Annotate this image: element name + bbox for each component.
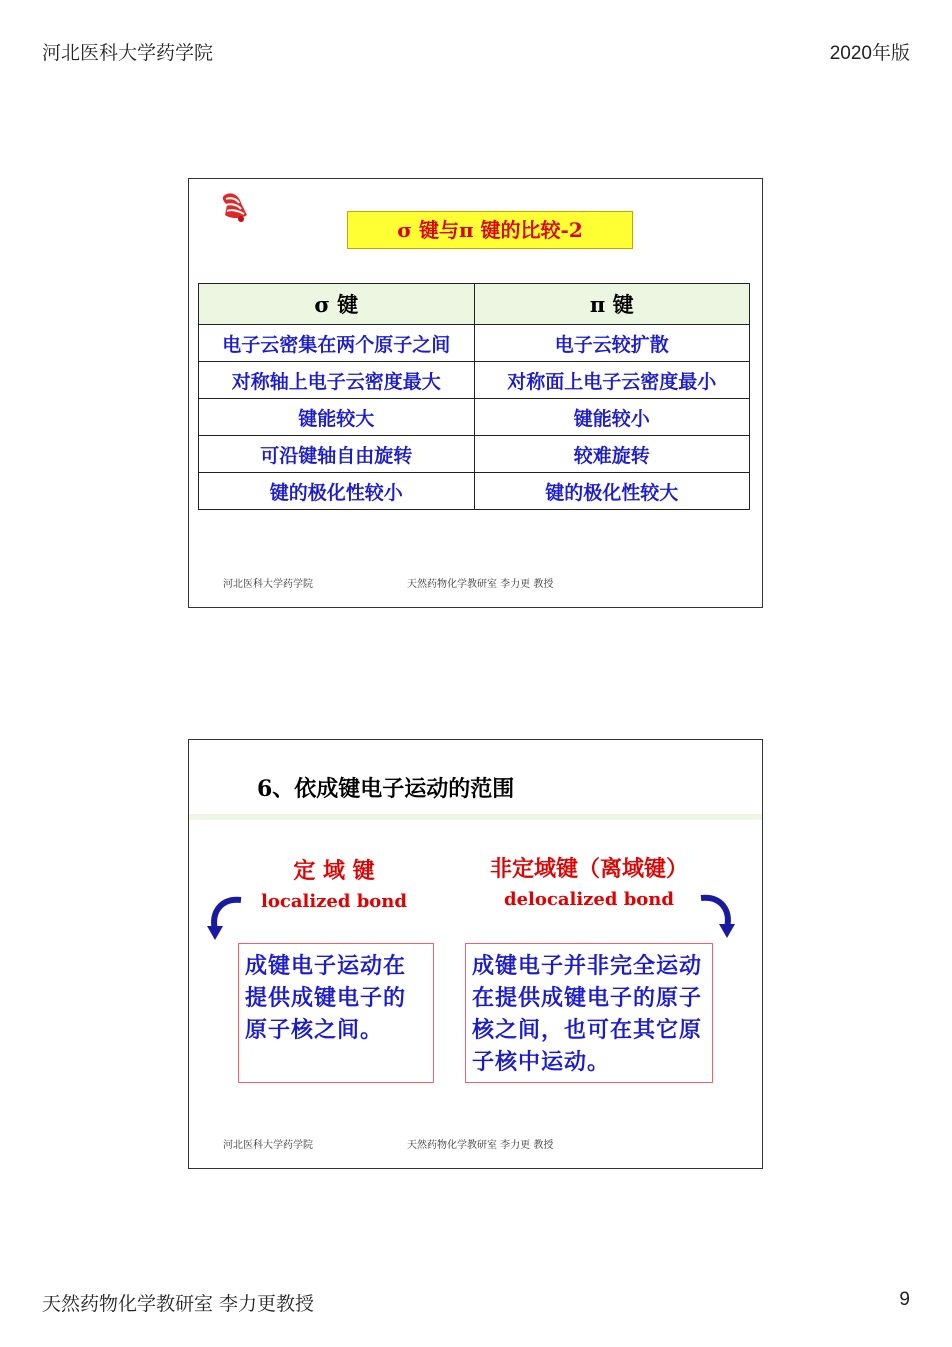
table-cell: 电子云较扩散 — [474, 325, 750, 362]
slide-2-footer-left: 河北医科大学药学院 — [223, 1140, 313, 1151]
page-header-left: 河北医科大学药学院 — [42, 42, 214, 64]
slide-2-footer-right: 天然药物化学教研室 李力更 教授 — [407, 1140, 554, 1151]
table-cell: 键的极化性较大 — [474, 473, 750, 510]
page-footer-left: 天然药物化学教研室 李力更教授 — [42, 1293, 315, 1315]
table-cell: 对称轴上电子云密度最大 — [199, 362, 475, 399]
title-divider — [189, 814, 762, 820]
table-cell: 键能较小 — [474, 399, 750, 436]
table-header-row — [199, 284, 750, 325]
localized-bond-description: 成键电子运动在提供成键电子的原子核之间。 — [238, 943, 434, 1083]
table-cell: 键能较大 — [199, 399, 475, 436]
localized-bond-heading — [249, 854, 419, 912]
page-number: 9 — [899, 1289, 910, 1310]
table-cell: 对称面上电子云密度最小 — [474, 362, 750, 399]
slide-1 — [188, 178, 763, 608]
slide-1-footer-left: 河北医科大学药学院 — [223, 579, 313, 590]
table-row — [199, 473, 750, 510]
table-cell: 电子云密集在两个原子之间 — [199, 325, 475, 362]
slide-1-footer-right: 天然药物化学教研室 李力更 教授 — [407, 579, 554, 590]
table-row — [199, 362, 750, 399]
bell-icon — [217, 189, 253, 225]
slide-1-title: σ 键与π 键的比较-2 — [347, 211, 633, 249]
table-cell: 可沿键轴自由旋转 — [199, 436, 475, 473]
table-row — [199, 399, 750, 436]
curved-arrow-right-icon — [695, 890, 735, 942]
curved-arrow-left-icon — [207, 892, 247, 944]
slide-2-title: 6、依成键电子运动的范围 — [257, 776, 515, 802]
delocalized-bond-title-zh: 非定域键（离域键） — [489, 856, 688, 882]
page-header-right: 2020年版 — [829, 43, 910, 64]
table-row — [199, 436, 750, 473]
table-header-pi: π 键 — [474, 284, 750, 325]
localized-bond-title-zh: 定 域 键 — [293, 858, 375, 884]
delocalized-bond-description: 成键电子并非完全运动在提供成键电子的原子核之间，也可在其它原子核中运动。 — [465, 943, 713, 1083]
delocalized-bond-title-en: delocalized bond — [504, 889, 674, 910]
table-header-sigma: σ 键 — [199, 284, 475, 325]
table-cell: 键的极化性较小 — [199, 473, 475, 510]
table-cell: 较难旋转 — [474, 436, 750, 473]
delocalized-bond-heading — [459, 852, 719, 910]
comparison-table — [198, 283, 750, 510]
slide-2 — [188, 739, 763, 1169]
localized-bond-title-en: localized bond — [261, 891, 407, 912]
table-row — [199, 325, 750, 362]
